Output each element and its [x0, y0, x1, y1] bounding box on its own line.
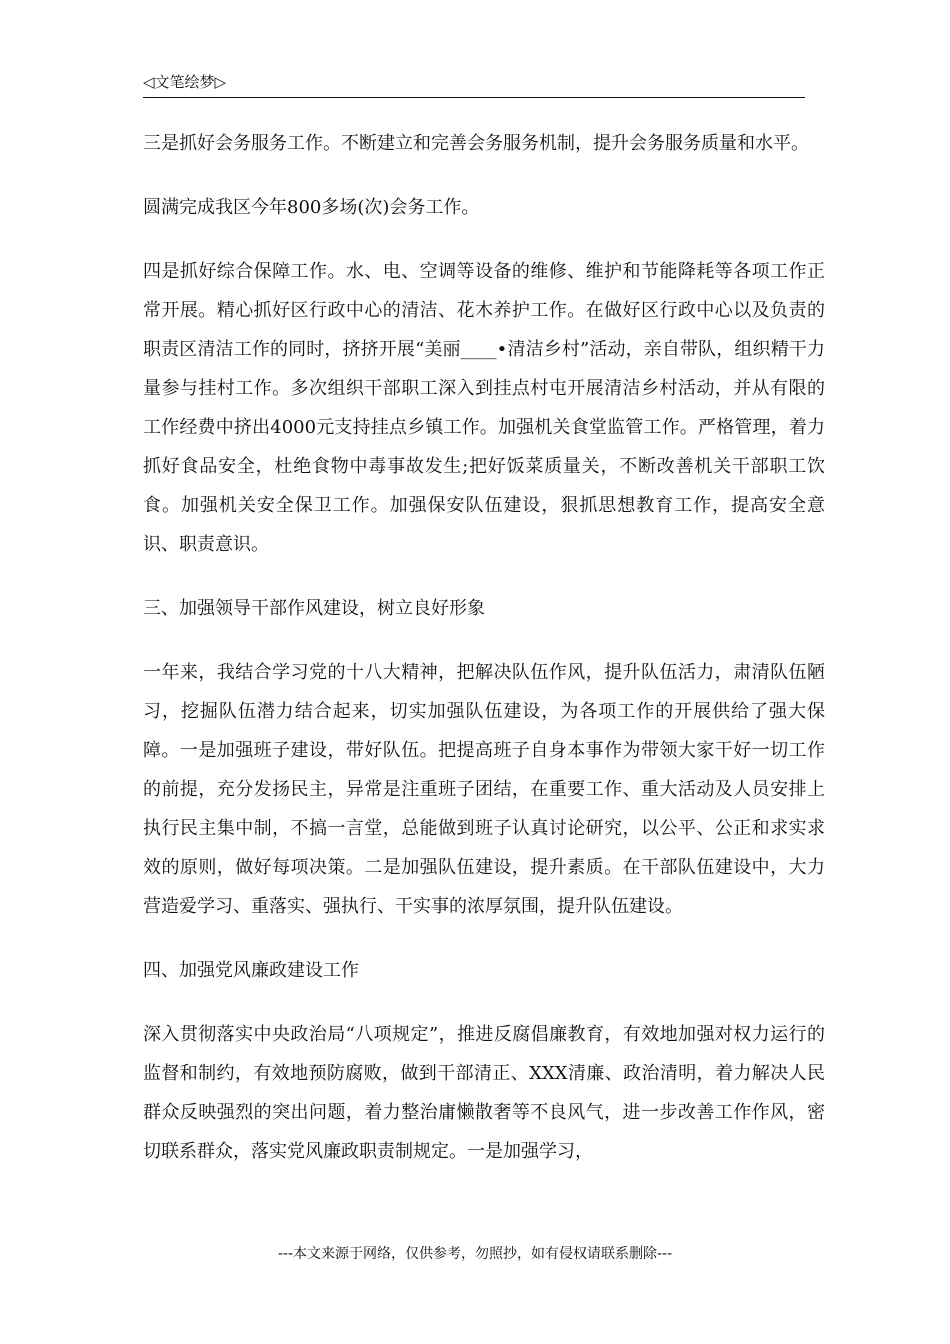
page-footer: [0, 1244, 950, 1264]
section-heading: 三、加强领导干部作风建设，树立良好形象: [143, 598, 485, 619]
document-body: [143, 124, 825, 1171]
paragraph: 圆满完成我区今年800多场(次)会务工作。: [143, 197, 480, 218]
footer-disclaimer: ---本文来源于网络，仅供参考，勿照抄，如有侵权请联系删除---: [277, 1246, 673, 1262]
header-title: ◁文笔绘梦▷: [143, 73, 227, 91]
paragraph: 三是抓好会务服务工作。不断建立和完善会务服务机制，提升会务服务质量和水平。: [143, 133, 809, 154]
page-header: [143, 72, 805, 98]
paragraph: 深入贯彻落实中央政治局“八项规定”，推进反腐倡廉教育，有效地加强对权力运行的监督和制约，有效地预防腐败，做到干部清正、XXX清廉、政治清明，着力解决人民群众反映强烈的突出问题，着力整治庸懒散奢等不良风气，进一步改善工作作风，密切联系群众，落实党风廉政职责制规定。一是加强学习，: [143, 1024, 825, 1162]
paragraph: 四是抓好综合保障工作。水、电、空调等设备的维修、维护和节能降耗等各项工作正常开展。精心抓好区行政中心的清洁、花木养护工作。在做好区行政中心以及负责的职责区清洁工作的同时，挤挤开展“美丽____•清洁乡村”活动，亲自带队，组织精干力量参与挂村工作。多次组织干部职工深入到挂点村屯开展清洁乡村活动，并从有限的工作经费中挤出4000元支持挂点乡镇工作。加强机关食堂监管工作。严格管理，着力抓好食品安全，杜绝食物中毒事故发生;把好饭菜质量关，不断改善机关干部职工饮食。加强机关安全保卫工作。加强保安队伍建设，狠抓思想教育工作，提高安全意识、职责意识。: [143, 261, 825, 555]
paragraph: 一年来，我结合学习党的十八大精神，把解决队伍作风，提升队伍活力，肃清队伍陋习，挖掘队伍潜力结合起来，切实加强队伍建设，为各项工作的开展供给了强大保障。一是加强班子建设，带好队伍。把提高班子自身本事作为带领大家干好一切工作的前提，充分发扬民主，异常是注重班子团结，在重要工作、重大活动及人员安排上执行民主集中制，不搞一言堂，总能做到班子认真讨论研究，以公平、公正和求实求效的原则，做好每项决策。二是加强队伍建设，提升素质。在干部队伍建设中，大力营造爱学习、重落实、强执行、干实事的浓厚氛围，提升队伍建设。: [143, 662, 825, 917]
section-heading: 四、加强党风廉政建设工作: [143, 960, 359, 981]
